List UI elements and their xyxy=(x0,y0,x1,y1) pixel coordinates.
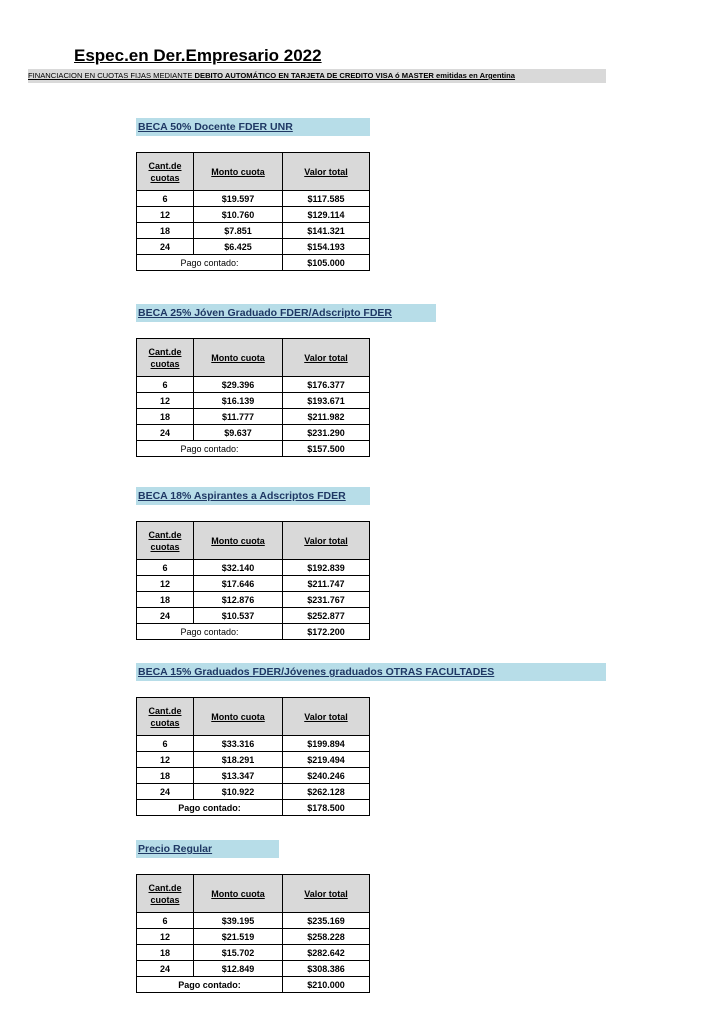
pricing-section-beca-18 xyxy=(136,487,370,640)
table-row xyxy=(137,945,370,961)
header-total: Valor total xyxy=(283,153,370,191)
contado-row xyxy=(137,624,370,640)
cell-total: $211.982 xyxy=(283,409,370,425)
table-header-row xyxy=(137,522,370,560)
header-total: Valor total xyxy=(283,339,370,377)
header-cuotas-line2: cuotas xyxy=(150,541,180,552)
cell-cuotas: 24 xyxy=(137,425,194,441)
cell-monto: $9.637 xyxy=(194,425,283,441)
cell-cuotas: 6 xyxy=(137,377,194,393)
table-row xyxy=(137,191,370,207)
cell-total: $240.246 xyxy=(283,768,370,784)
header-cuotas xyxy=(137,698,194,736)
cell-total: $231.767 xyxy=(283,592,370,608)
contado-row xyxy=(137,255,370,271)
table-row xyxy=(137,207,370,223)
table-header-row xyxy=(137,698,370,736)
header-cuotas-line1: Cant.de xyxy=(148,529,182,540)
contado-label: Pago contado: xyxy=(137,255,283,271)
table-row xyxy=(137,377,370,393)
cell-cuotas: 12 xyxy=(137,207,194,223)
pricing-section-beca-25 xyxy=(136,304,436,457)
table-row xyxy=(137,425,370,441)
header-total: Valor total xyxy=(283,522,370,560)
cell-cuotas: 12 xyxy=(137,752,194,768)
cell-cuotas: 24 xyxy=(137,239,194,255)
cell-total: $282.642 xyxy=(283,945,370,961)
cell-monto: $29.396 xyxy=(194,377,283,393)
pricing-section-beca-15 xyxy=(136,663,606,816)
cell-cuotas: 6 xyxy=(137,913,194,929)
header-monto: Monto cuota xyxy=(194,339,283,377)
table-row xyxy=(137,409,370,425)
section-header: BECA 50% Docente FDER UNR xyxy=(136,118,370,136)
cell-cuotas: 24 xyxy=(137,784,194,800)
contado-value: $178.500 xyxy=(283,800,370,816)
contado-value: $172.200 xyxy=(283,624,370,640)
table-row xyxy=(137,576,370,592)
cell-cuotas: 18 xyxy=(137,768,194,784)
table-row xyxy=(137,608,370,624)
header-cuotas-line1: Cant.de xyxy=(148,346,182,357)
cell-total: $141.321 xyxy=(283,223,370,239)
contado-label: Pago contado: xyxy=(137,800,283,816)
table-row xyxy=(137,768,370,784)
header-cuotas-line2: cuotas xyxy=(150,894,180,905)
cell-total: $192.839 xyxy=(283,560,370,576)
cell-monto: $10.760 xyxy=(194,207,283,223)
header-total: Valor total xyxy=(283,875,370,913)
header-cuotas-line1: Cant.de xyxy=(148,705,182,716)
cell-monto: $39.195 xyxy=(194,913,283,929)
cell-cuotas: 24 xyxy=(137,608,194,624)
cell-total: $258.228 xyxy=(283,929,370,945)
cell-cuotas: 12 xyxy=(137,393,194,409)
cell-total: $219.494 xyxy=(283,752,370,768)
cell-monto: $33.316 xyxy=(194,736,283,752)
table-header-row xyxy=(137,153,370,191)
price-table xyxy=(136,521,370,640)
cell-total: $308.386 xyxy=(283,961,370,977)
cell-monto: $15.702 xyxy=(194,945,283,961)
cell-total: $117.585 xyxy=(283,191,370,207)
table-row xyxy=(137,393,370,409)
subtitle-bold: DEBITO AUTOMÁTICO EN TARJETA DE CREDITO VISA ó MASTER emitidas en Argentina xyxy=(194,71,516,80)
cell-total: $211.747 xyxy=(283,576,370,592)
cell-monto: $7.851 xyxy=(194,223,283,239)
table-row xyxy=(137,560,370,576)
cell-total: $176.377 xyxy=(283,377,370,393)
cell-cuotas: 12 xyxy=(137,929,194,945)
table-header-row xyxy=(137,339,370,377)
cell-cuotas: 24 xyxy=(137,961,194,977)
price-table xyxy=(136,874,370,993)
section-header: BECA 25% Jóven Graduado FDER/Adscripto FDER xyxy=(136,304,436,322)
header-cuotas xyxy=(137,339,194,377)
cell-monto: $12.849 xyxy=(194,961,283,977)
header-cuotas-line2: cuotas xyxy=(150,717,180,728)
cell-monto: $13.347 xyxy=(194,768,283,784)
cell-cuotas: 12 xyxy=(137,576,194,592)
table-row xyxy=(137,223,370,239)
header-monto: Monto cuota xyxy=(194,153,283,191)
contado-value: $157.500 xyxy=(283,441,370,457)
cell-monto: $17.646 xyxy=(194,576,283,592)
cell-monto: $32.140 xyxy=(194,560,283,576)
contado-label: Pago contado: xyxy=(137,977,283,993)
contado-row xyxy=(137,441,370,457)
cell-total: $129.114 xyxy=(283,207,370,223)
cell-monto: $21.519 xyxy=(194,929,283,945)
pricing-section-beca-50 xyxy=(136,118,370,271)
contado-value: $105.000 xyxy=(283,255,370,271)
header-cuotas-line2: cuotas xyxy=(150,172,180,183)
table-row xyxy=(137,239,370,255)
table-row xyxy=(137,913,370,929)
contado-label: Pago contado: xyxy=(137,441,283,457)
section-header: BECA 18% Aspirantes a Adscriptos FDER xyxy=(136,487,370,505)
header-cuotas-line1: Cant.de xyxy=(148,160,182,171)
header-monto: Monto cuota xyxy=(194,698,283,736)
cell-cuotas: 18 xyxy=(137,592,194,608)
cell-total: $235.169 xyxy=(283,913,370,929)
cell-monto: $10.537 xyxy=(194,608,283,624)
price-table xyxy=(136,338,370,457)
cell-monto: $16.139 xyxy=(194,393,283,409)
header-cuotas xyxy=(137,153,194,191)
header-cuotas-line1: Cant.de xyxy=(148,882,182,893)
price-table xyxy=(136,152,370,271)
financing-subtitle xyxy=(28,69,606,83)
header-monto: Monto cuota xyxy=(194,875,283,913)
subtitle-normal: FINANCIACION EN CUOTAS FIJAS MEDIANTE xyxy=(28,71,195,80)
header-total: Valor total xyxy=(283,698,370,736)
contado-label: Pago contado: xyxy=(137,624,283,640)
cell-monto: $12.876 xyxy=(194,592,283,608)
cell-total: $231.290 xyxy=(283,425,370,441)
table-row xyxy=(137,961,370,977)
page-title: Espec.en Der.Empresario 2022 xyxy=(74,46,322,65)
cell-total: $199.894 xyxy=(283,736,370,752)
cell-cuotas: 6 xyxy=(137,191,194,207)
table-header-row xyxy=(137,875,370,913)
cell-cuotas: 18 xyxy=(137,409,194,425)
header-cuotas xyxy=(137,875,194,913)
header-cuotas xyxy=(137,522,194,560)
table-row xyxy=(137,592,370,608)
cell-monto: $11.777 xyxy=(194,409,283,425)
cell-cuotas: 18 xyxy=(137,223,194,239)
price-table xyxy=(136,697,370,816)
contado-row xyxy=(137,977,370,993)
table-row xyxy=(137,736,370,752)
cell-total: $252.877 xyxy=(283,608,370,624)
header-cuotas-line2: cuotas xyxy=(150,358,180,369)
table-row xyxy=(137,784,370,800)
contado-value: $210.000 xyxy=(283,977,370,993)
cell-cuotas: 6 xyxy=(137,736,194,752)
cell-monto: $6.425 xyxy=(194,239,283,255)
cell-monto: $19.597 xyxy=(194,191,283,207)
cell-cuotas: 6 xyxy=(137,560,194,576)
section-header: Precio Regular xyxy=(136,840,279,858)
table-row xyxy=(137,929,370,945)
pricing-section-precio-regular xyxy=(136,840,370,993)
cell-monto: $18.291 xyxy=(194,752,283,768)
cell-total: $262.128 xyxy=(283,784,370,800)
table-row xyxy=(137,752,370,768)
cell-monto: $10.922 xyxy=(194,784,283,800)
cell-total: $154.193 xyxy=(283,239,370,255)
cell-total: $193.671 xyxy=(283,393,370,409)
header-monto: Monto cuota xyxy=(194,522,283,560)
section-header: BECA 15% Graduados FDER/Jóvenes graduados OTRAS FACULTADES xyxy=(136,663,606,681)
cell-cuotas: 18 xyxy=(137,945,194,961)
contado-row xyxy=(137,800,370,816)
